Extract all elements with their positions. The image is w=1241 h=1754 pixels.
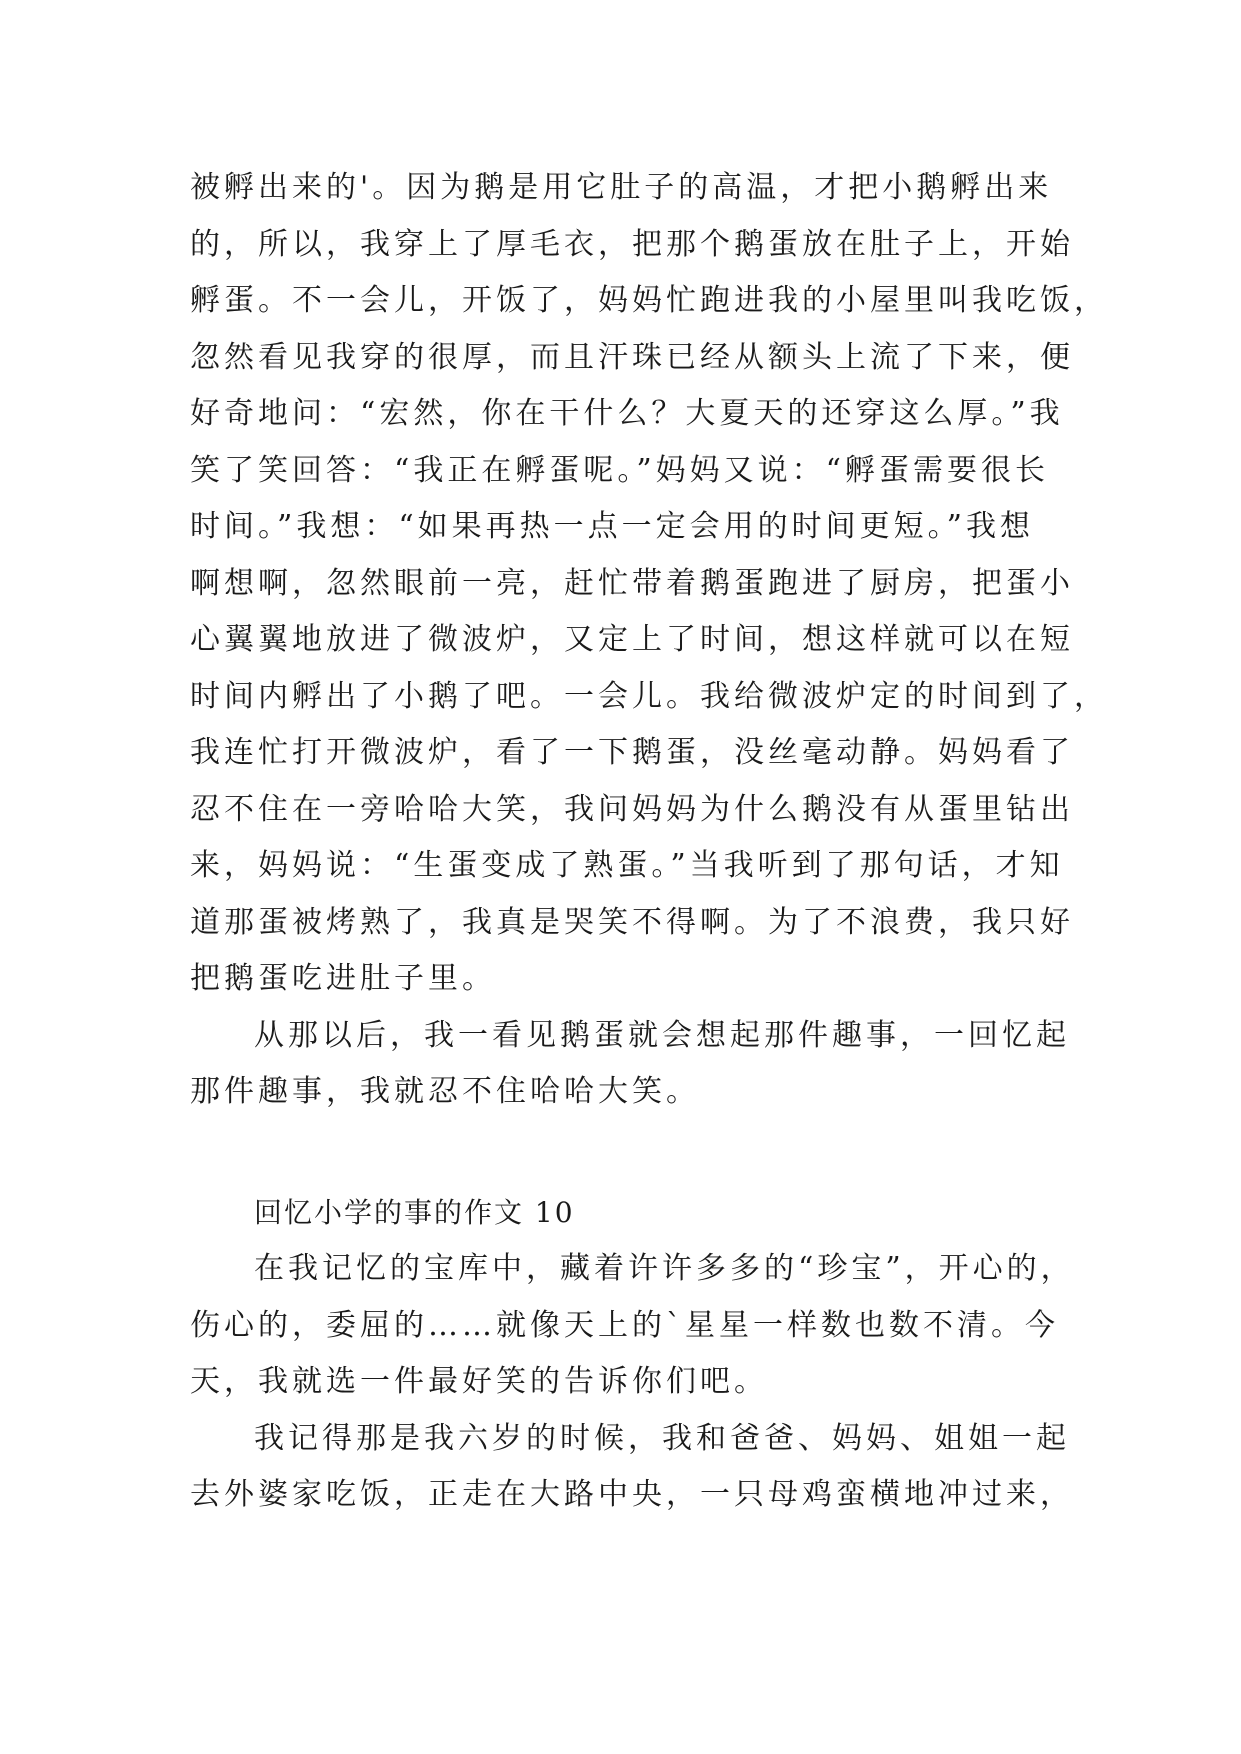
text-line: 被孵出来的'。因为鹅是用它肚子的高温，才把小鹅孵出来 [190, 170, 1053, 205]
text-line: 去外婆家吃饭，正走在大路中央，一只母鸡蛮横地冲过来， [190, 1477, 1074, 1512]
text-line: 心翼翼地放进了微波炉，又定上了时间，想这样就可以在短 [190, 622, 1074, 657]
text-line: 在我记忆的宝库中，藏着许许多多的“珍宝”，开心的， [254, 1251, 1075, 1286]
text-line: 从那以后，我一看见鹅蛋就会想起那件趣事，一回忆起 [254, 1017, 1070, 1053]
text-line: 我连忙打开微波炉，看了一下鹅蛋，没丝毫动静。妈妈看了 [190, 735, 1074, 770]
document-body [190, 160, 1108, 1524]
text-line: 我记得那是我六岁的时候，我和爸爸、妈妈、姐姐一起 [254, 1420, 1070, 1456]
text-line: 好奇地问：“宏然，你在干什么？大夏天的还穿这么厚。”我 [190, 396, 1064, 431]
text-line: 道那蛋被烤熟了，我真是哭笑不得啊。为了不浪费，我只好 [190, 904, 1074, 940]
text-line: 忽然看见我穿的很厚，而且汗珠已经从额头上流了下来，便 [190, 339, 1074, 375]
paragraph [190, 1411, 1074, 1524]
paragraph [190, 1241, 1075, 1411]
paragraph [190, 160, 1108, 1008]
text-line: 把鹅蛋吃进肚子里。 [190, 961, 496, 996]
text-line: 那件趣事，我就忍不住哈哈大笑。 [190, 1074, 700, 1109]
text-line: 笑了笑回答：“我正在孵蛋呢。”妈妈又说：“孵蛋需要很长 [190, 452, 1050, 488]
text-line: 来，妈妈说：“生蛋变成了熟蛋。”当我听到了那句话，才知 [190, 848, 1064, 883]
paragraph [190, 1008, 1070, 1121]
blank-line [190, 1121, 1050, 1185]
text-line: 时间。”我想：“如果再热一点一定会用的时间更短。”我想 [190, 509, 1035, 544]
text-line: 时间内孵出了小鹅了吧。一会儿。我给微波炉定的时间到了， [190, 678, 1108, 714]
text-line: 孵蛋。不一会儿，开饭了，妈妈忙跑进我的小屋里叫我吃饭， [190, 283, 1108, 318]
text-line: 伤心的，委屈的……就像天上的`星星一样数也数不清。今 [190, 1307, 1059, 1343]
text-line: 忍不住在一旁哈哈大笑，我问妈妈为什么鹅没有从蛋里钻出 [190, 791, 1074, 827]
section-title: 回忆小学的事的作文 10 [254, 1195, 575, 1229]
text-line: 天，我就选一件最好笑的告诉你们吧。 [190, 1364, 768, 1399]
text-line: 的，所以，我穿上了厚毛衣，把那个鹅蛋放在肚子上，开始 [190, 226, 1074, 262]
text-line: 啊想啊，忽然眼前一亮，赶忙带着鹅蛋跑进了厨房，把蛋小 [190, 565, 1074, 601]
